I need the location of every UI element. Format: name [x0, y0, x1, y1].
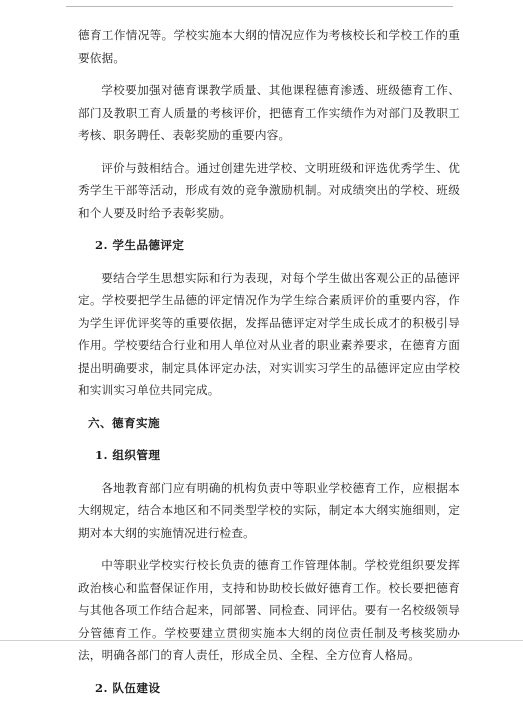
paragraph-evaluation-continued: 德育工作情况等。学校实施本大纲的情况应作为考核校长和学校工作的重要依据。: [78, 28, 460, 65]
heading-organization-management: 1. 组织管理: [95, 448, 161, 462]
heading-section-six: 六、德育实施: [88, 415, 160, 430]
paragraph-student-moral-evaluation: 要结合学生思想实际和行为表现，对每个学生做出客观公正的品德评定。学校要把学生品德的评定情况作为学生综合素质评价的重要内容，作为学生评优评奖等的重要依据，发挥品德评定对学生成长成才的积极引导作用。学校要结合行业和用人单位对从业者的职业素养要求，在德育方面提出明确要求，制定具体评定办法，对实训实习学生的品德评定应由学校和实训实习单位共同完成。: [78, 270, 460, 397]
paragraph-assessment: 学校要加强对德育课教学质量、其他课程德育渗透、班级德育工作、部门及教职工育人质量的考核评价，把德育工作实绩作为对部门及教职工考核、职务聘任、表彰奖励的重要内容。: [78, 83, 460, 142]
paragraph-principal-responsibility: 中等职业学校实行校长负责的德育工作管理体制。学校党组织要发挥政治核心和监督保证作用，支持和协助校长做好德育工作。校长要把德育与其他各项工作结合起来，同部署、同检查、同评估。要有一名校级领导分管德育工作。学校要建立贯彻实施本大纲的岗位责任制及考核奖励办法，明确各部门的育人责任，形成全员、全程、全方位育人格局。: [78, 558, 460, 662]
document-body: [78, 24, 460, 709]
page-bottom-divider: [0, 640, 523, 641]
heading-student-moral-evaluation: 2. 学生品德评定: [95, 238, 185, 252]
heading-team-building: 2. 队伍建设: [95, 680, 161, 695]
page-top-divider: [66, 6, 453, 7]
paragraph-education-departments: 各地教育部门应有明确的机构负责中等职业学校德育工作，应根据本大纲规定，结合本地区和不同类型学校的实际，制定本大纲实施细则，定期对本大纲的实施情况进行检查。: [78, 480, 460, 540]
paragraph-incentive: 评价与鼓相结合。通过创建先进学校、文明班级和评选优秀学生、优秀学生干部等活动，形成有效的竞争激励机制。对成绩突出的学校、班级和个人要及时给予表彰奖励。: [78, 160, 460, 220]
